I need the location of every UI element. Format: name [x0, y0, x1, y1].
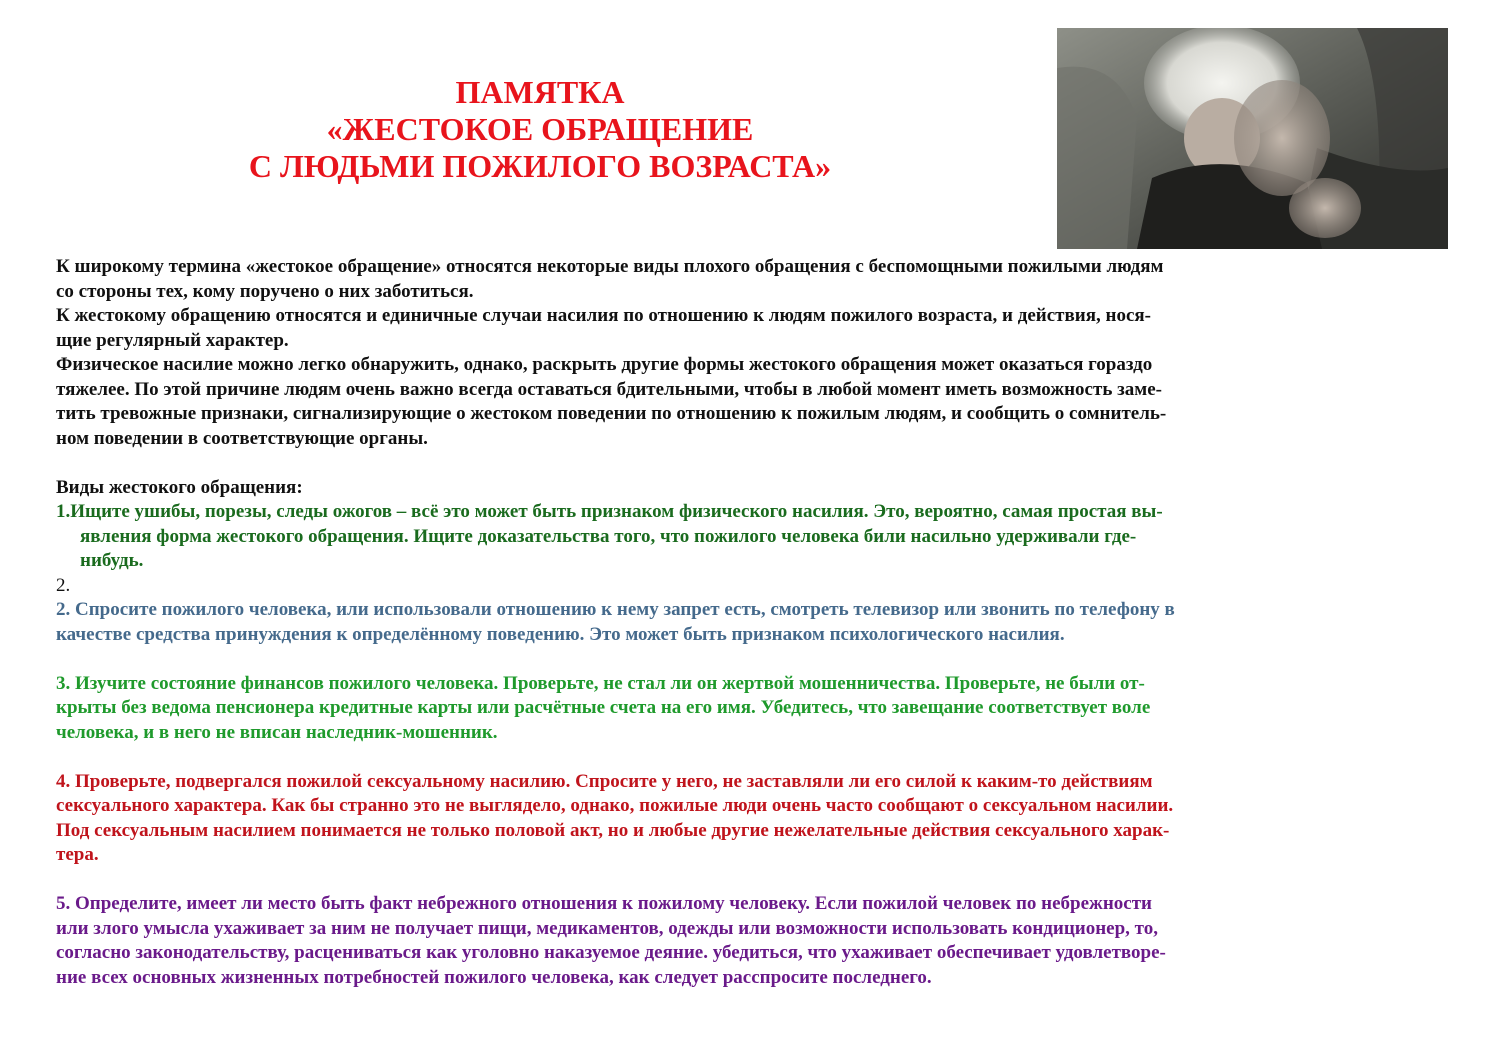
item-2-line: качестве средства принуждения к определённому поведению. Это может быть признаком психологического насилия.: [56, 623, 1065, 645]
item-2-line: 2. Спросите пожилого человека, или использовали отношению к нему запрет есть, смотреть телевизор или звонить по телефону в: [56, 599, 1175, 620]
memo-body: [56, 255, 1456, 990]
intro-line: К широкому термина «жестокое обращение» относятся некоторые виды плохого обращения с беспомощными пожилыми людям: [56, 256, 1164, 277]
item-3: [56, 672, 1456, 746]
title-line-3: С ЛЮДЬМИ ПОЖИЛОГО ВОЗРАСТА»: [248, 148, 832, 184]
intro-line: тяжелее. По этой причине людям очень важно всегда оставаться бдительными, чтобы в любой момент иметь возможность заме-: [56, 378, 1162, 400]
intro-line: ном поведении в соответствующие органы.: [56, 427, 428, 449]
intro-line: тить тревожные признаки, сигнализирующие о жестоком поведении по отношению к пожилым людям, и сообщить о сомнитель-: [56, 403, 1167, 424]
item-1-line: нибудь.: [80, 550, 144, 571]
stray-number: 2.: [56, 574, 71, 596]
item-4-line: сексуального характера. Как бы странно это не выглядело, однако, пожилые люди очень часто сообщают о сексуальном насилии.: [56, 795, 1174, 816]
item-1: [56, 500, 1456, 574]
intro-line: щие регулярный характер.: [56, 329, 289, 351]
item-5-line: или злого умысла ухаживает за ним не получает пищи, медикаментов, одежды или возможности использовать кондиционер, то,: [56, 917, 1159, 939]
intro-line: К жестокому обращению относятся и единичные случаи насилия по отношению к людям пожилого возраста, и действия, нося-: [56, 305, 1151, 326]
title-line-2: «ЖЕСТОКОЕ ОБРАЩЕНИЕ: [326, 111, 754, 147]
intro-line: Физическое насилие можно легко обнаружить, однако, раскрыть другие формы жестокого обращения может оказаться гораздо: [56, 354, 1153, 375]
page-title: [160, 74, 920, 185]
item-1-line: явления форма жестокого обращения. Ищите доказательства того, что пожилого человека били насильно удерживали где-: [80, 525, 1137, 547]
item-4-line: 4. Проверьте, подвергался пожилой сексуальному насилию. Спросите у него, не заставляли ли его силой к каким-то действиям: [56, 770, 1153, 792]
intro-section: [56, 255, 1456, 451]
intro-line: со стороны тех, кому поручено о них заботиться.: [56, 280, 474, 302]
item-3-line: крыты без ведома пенсионера кредитные карты или расчётные счета на его имя. Убедитесь, что завещание соответствует воле: [56, 697, 1151, 718]
item-1-line: 1.Ищите ушибы, порезы, следы ожогов – всё это может быть признаком физического насилия. Это, вероятно, самая простая вы-: [56, 501, 1163, 522]
item-5: [56, 892, 1456, 990]
item-4-line: тера.: [56, 844, 99, 865]
item-5-line: 5. Определите, имеет ли место быть факт небрежного отношения к пожилому человеку. Если пожилой человек по небрежности: [56, 893, 1152, 914]
item-2: [56, 598, 1456, 647]
item-5-line: ние всех основных жизненных потребностей пожилого человека, как следует расспросите последнего.: [56, 966, 932, 988]
item-3-line: человека, и в него не вписан наследник-мошенник.: [56, 721, 498, 743]
item-3-line: 3. Изучите состояние финансов пожилого человека. Проверьте, не стал ли он жертвой мошенничества. Проверьте, не были от-: [56, 672, 1145, 694]
types-heading: Виды жестокого обращения:: [56, 476, 303, 498]
item-4-line: Под сексуальным насилием понимается не только половой акт, но и любые другие нежелательные действия сексуального харак-: [56, 819, 1170, 841]
title-line-1: ПАМЯТКА: [455, 74, 625, 110]
elderly-woman-photo: [1057, 28, 1448, 249]
item-5-line: согласно законодательству, расцениваться как уголовно наказуемое деяние. убедиться, что ухаживает обеспечивает удовлетворе-: [56, 942, 1166, 963]
item-4: [56, 770, 1456, 868]
